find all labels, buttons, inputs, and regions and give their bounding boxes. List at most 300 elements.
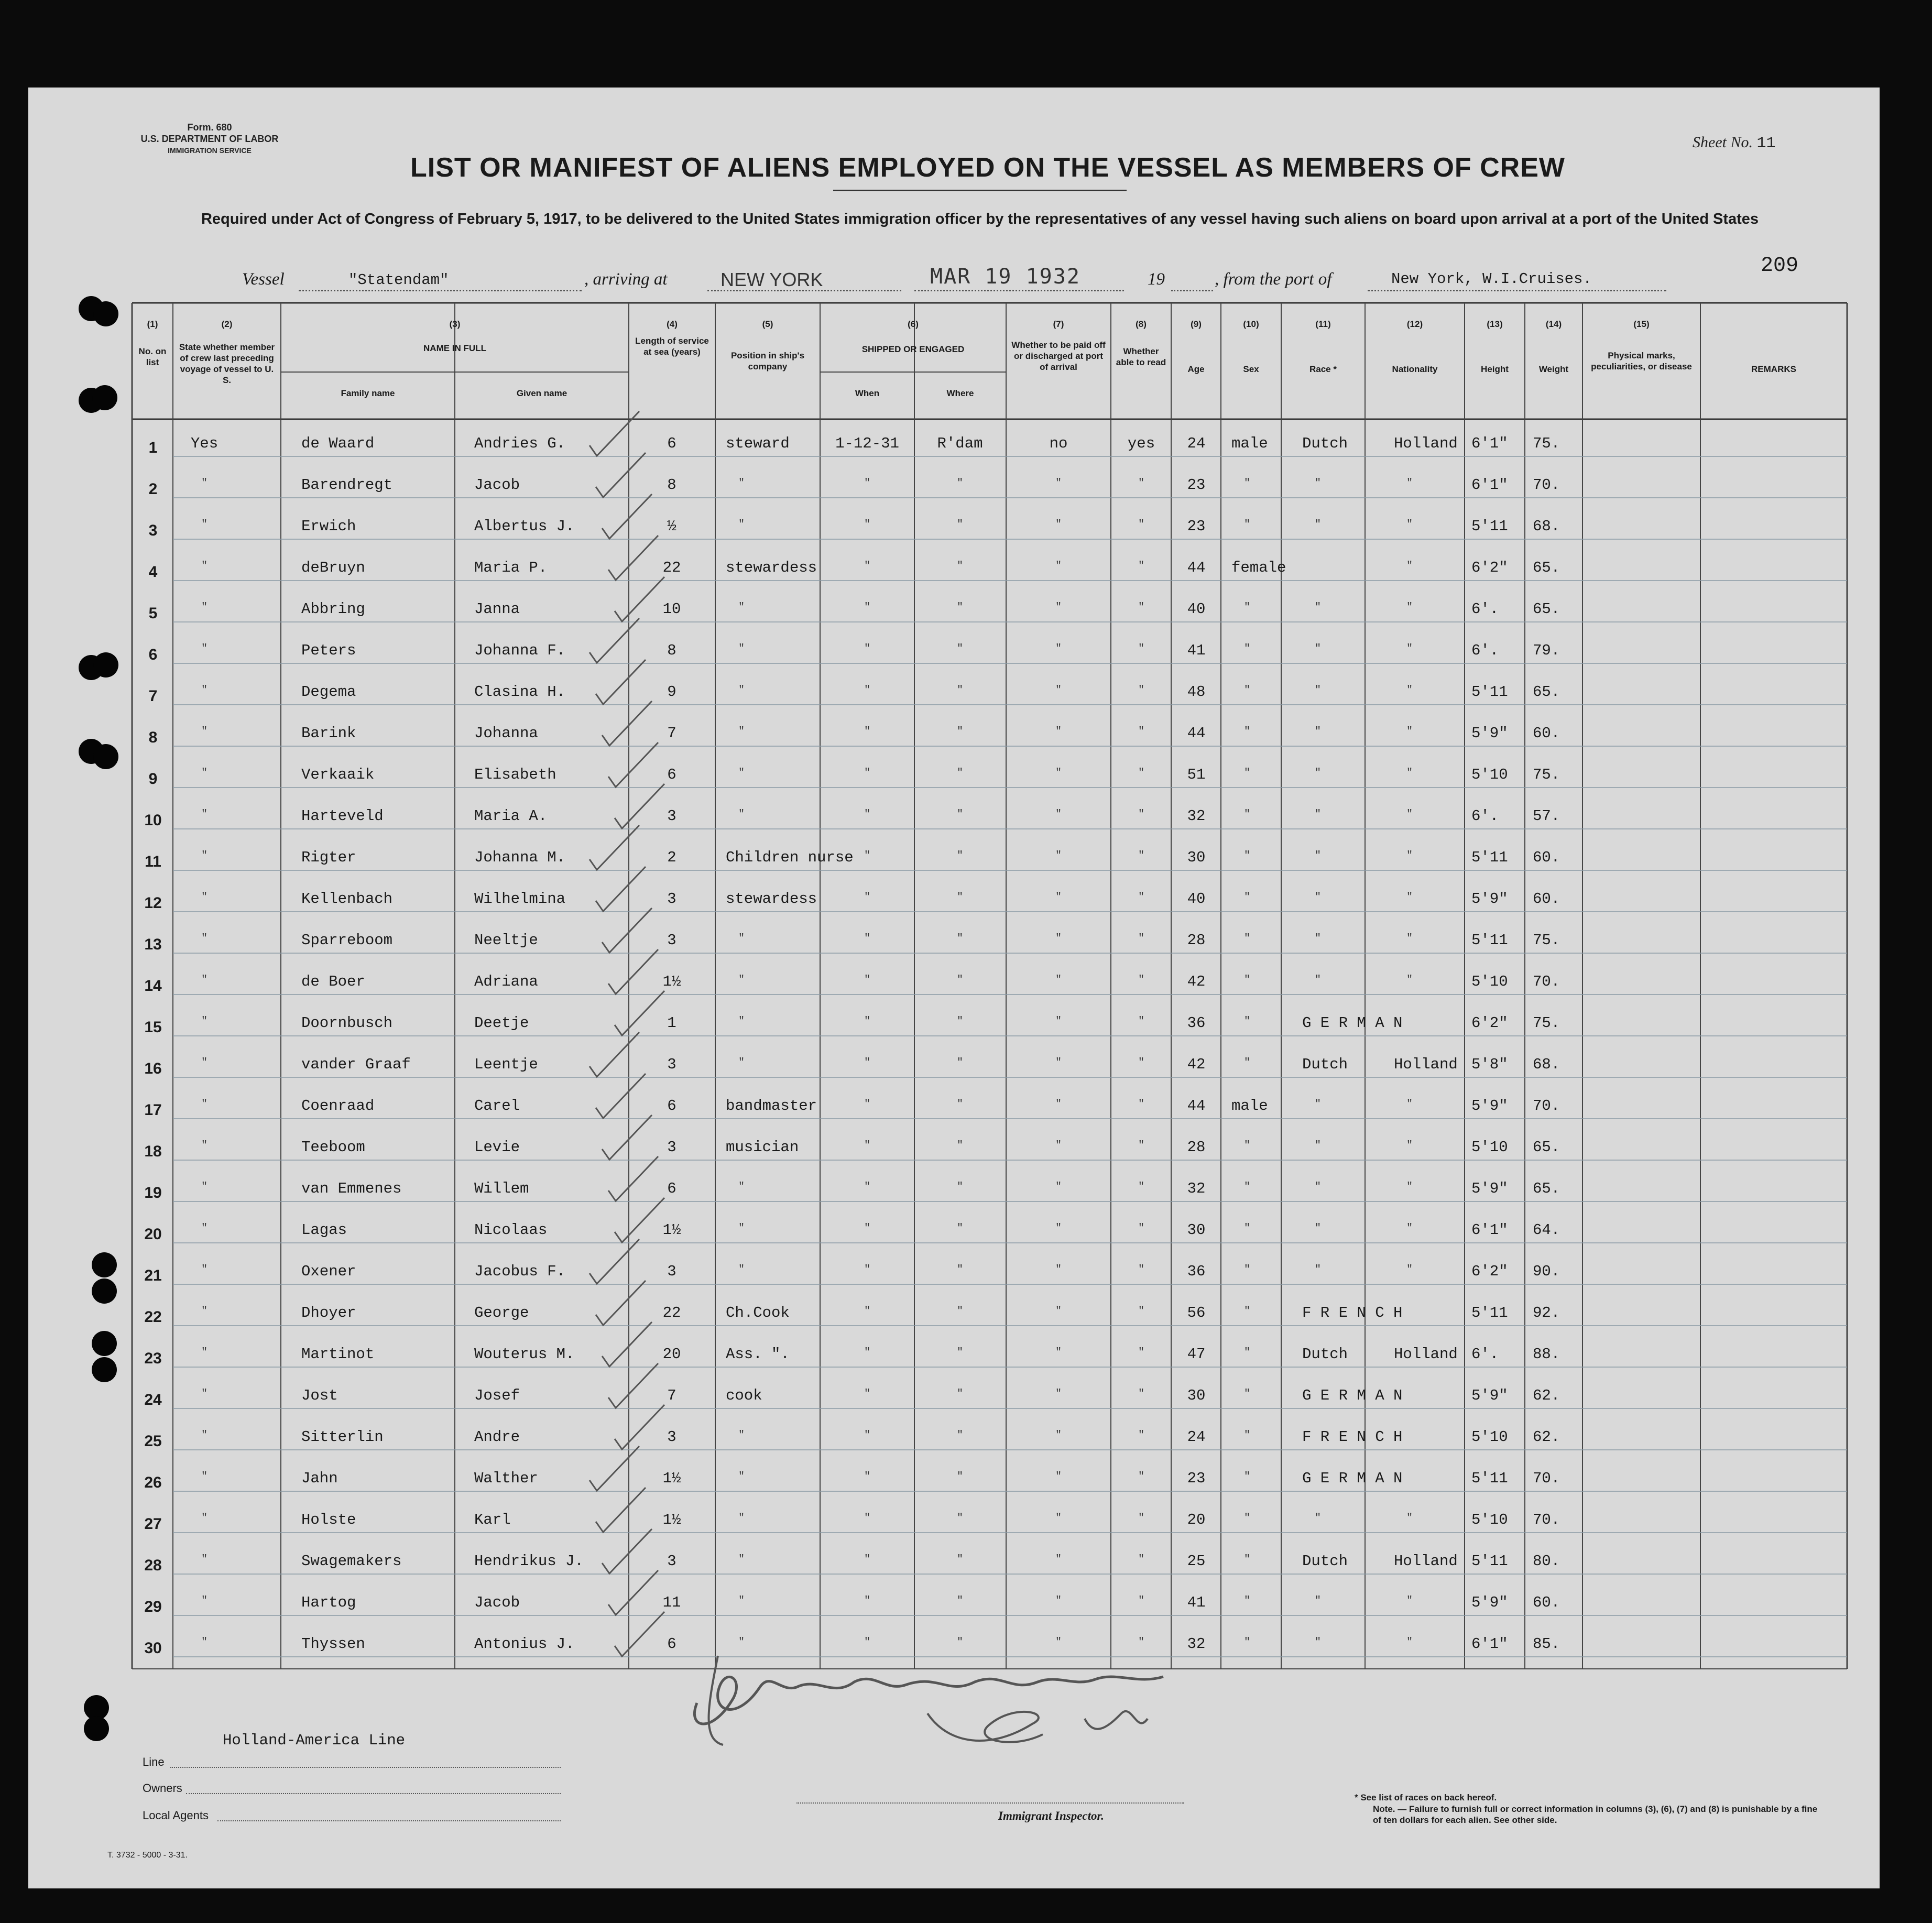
ditto-mark: " <box>201 1554 208 1566</box>
ditto-mark: " <box>1055 850 1062 862</box>
arrival-port: NEW YORK <box>721 269 823 290</box>
cell-age: 42 <box>1187 1056 1206 1073</box>
vessel-name: "Statendam" <box>348 271 449 289</box>
ditto-mark: " <box>1055 1429 1062 1441</box>
col2-number: (2) <box>221 319 233 329</box>
cell-service: 3 <box>667 807 676 825</box>
ditto-mark: " <box>1138 684 1144 696</box>
cell-given: Adriana <box>474 973 538 990</box>
ditto-mark: " <box>1243 850 1250 862</box>
ditto-mark: " <box>1055 726 1062 738</box>
cell-given: Wouterus M. <box>474 1346 575 1363</box>
cell-sex: male <box>1231 1097 1268 1115</box>
cell-age: 20 <box>1187 1511 1206 1528</box>
local-agents-label: Local Agents <box>143 1809 209 1822</box>
cell-height: 6'. <box>1471 642 1499 659</box>
ditto-mark: " <box>1406 1512 1413 1524</box>
ditto-mark: " <box>864 1140 870 1152</box>
ditto-mark: " <box>1314 1636 1321 1648</box>
ditto-mark: " <box>201 891 208 903</box>
cell-given: Andries G. <box>474 435 566 452</box>
cell-nat: Holland <box>1394 1553 1458 1570</box>
ditto-mark: " <box>956 1098 963 1110</box>
ditto-mark: " <box>738 684 745 696</box>
cell-age: 32 <box>1187 1180 1206 1197</box>
ditto-mark: " <box>1055 1057 1062 1069</box>
ditto-mark: " <box>201 808 208 821</box>
cell-age: 47 <box>1187 1346 1206 1363</box>
cell-age: 56 <box>1187 1304 1206 1321</box>
cell-age: 48 <box>1187 683 1206 701</box>
ditto-mark: " <box>1138 1636 1144 1648</box>
agents-dotline <box>217 1820 561 1821</box>
cell-family: Degema <box>301 683 356 701</box>
cell-given: Neeltje <box>474 932 538 949</box>
cell-age: 41 <box>1187 642 1206 659</box>
ditto-mark: " <box>738 477 745 489</box>
col4-number: (4) <box>667 319 678 329</box>
col3-header: NAME IN FULL <box>423 343 486 353</box>
cell-given: Nicolaas <box>474 1221 548 1239</box>
service-name: IMMIGRATION SERVICE <box>168 146 252 155</box>
cell-position: steward <box>726 435 790 452</box>
ditto-mark: " <box>956 1471 963 1483</box>
cell-height: 6'. <box>1471 1346 1499 1363</box>
col8-number: (8) <box>1136 319 1147 329</box>
cell-weight: 75. <box>1533 766 1560 783</box>
ditto-mark: " <box>1406 519 1413 531</box>
ditto-mark: " <box>738 1471 745 1483</box>
cell-given: George <box>474 1304 529 1321</box>
cell-nat: Holland <box>1394 435 1458 452</box>
cell-age: 44 <box>1187 725 1206 742</box>
row-number: 19 <box>144 1184 162 1201</box>
cell-family: de Waard <box>301 435 375 452</box>
cell-race: F R E N C H <box>1302 1304 1403 1321</box>
cell-age: 41 <box>1187 1594 1206 1611</box>
cell-service: 3 <box>667 1428 676 1446</box>
cell-service: 22 <box>662 1304 681 1321</box>
row-number: 17 <box>144 1101 162 1119</box>
cell-height: 5'10 <box>1471 1139 1508 1156</box>
ditto-mark: " <box>1406 1636 1413 1648</box>
ditto-mark: " <box>864 643 870 655</box>
cell-read: yes <box>1127 435 1155 452</box>
cell-age: 30 <box>1187 849 1206 866</box>
cell-race: F R E N C H <box>1302 1428 1403 1446</box>
ditto-mark: " <box>738 1015 745 1028</box>
cell-weight: 65. <box>1533 600 1560 618</box>
ditto-mark: " <box>1055 891 1062 903</box>
ditto-mark: " <box>956 726 963 738</box>
ditto-mark: " <box>1243 1181 1250 1193</box>
cell-weight: 70. <box>1533 973 1560 990</box>
ditto-mark: " <box>956 602 963 614</box>
ditto-mark: " <box>1406 477 1413 489</box>
ditto-mark: " <box>864 1554 870 1566</box>
cell-weight: 88. <box>1533 1346 1560 1363</box>
ditto-mark: " <box>1406 1098 1413 1110</box>
col10-number: (10) <box>1243 319 1259 329</box>
ditto-mark: " <box>864 1015 870 1028</box>
ditto-mark: " <box>1138 1222 1144 1234</box>
cell-height: 5'9" <box>1471 725 1508 742</box>
ditto-mark: " <box>1055 1347 1062 1359</box>
ditto-mark: " <box>1138 1388 1144 1400</box>
cell-family: Teeboom <box>301 1139 365 1156</box>
ditto-mark: " <box>201 1264 208 1276</box>
cell-family: Barendregt <box>301 476 393 494</box>
cell-age: 30 <box>1187 1221 1206 1239</box>
cell-age: 51 <box>1187 766 1206 783</box>
cell-family: Martinot <box>301 1346 375 1363</box>
form-number: Form. 680 <box>187 122 232 133</box>
row-number: 5 <box>148 605 158 622</box>
ditto-mark: " <box>1138 1512 1144 1524</box>
col4-header: Length of service at sea (years) <box>635 336 709 357</box>
cell-age: 32 <box>1187 807 1206 825</box>
ditto-mark: " <box>864 560 870 572</box>
cell-family: Thyssen <box>301 1635 365 1653</box>
cell-given: Hendrikus J. <box>474 1553 584 1570</box>
ditto-mark: " <box>1055 560 1062 572</box>
row-number: 26 <box>144 1474 162 1491</box>
ditto-mark: " <box>1055 767 1062 779</box>
cell-given: Maria A. <box>474 807 548 825</box>
ditto-mark: " <box>738 1554 745 1566</box>
ditto-mark: " <box>738 1264 745 1276</box>
cell-height: 5'11 <box>1471 849 1508 866</box>
cell-where: R'dam <box>937 435 983 452</box>
cell-family: Dhoyer <box>301 1304 356 1321</box>
ditto-mark: " <box>201 1347 208 1359</box>
ditto-mark: " <box>1138 1347 1144 1359</box>
ditto-mark: " <box>864 1595 870 1607</box>
ditto-mark: " <box>1314 1512 1321 1524</box>
ditto-mark: " <box>1138 1140 1144 1152</box>
ditto-mark: " <box>1243 1347 1250 1359</box>
cell-position: Ass. ". <box>726 1346 790 1363</box>
cell-family: Kellenbach <box>301 890 393 908</box>
ditto-mark: " <box>1406 891 1413 903</box>
ditto-mark: " <box>1055 1222 1062 1234</box>
col3-given-header: Given name <box>516 388 567 398</box>
cell-family: Verkaaik <box>301 766 375 783</box>
ditto-mark: " <box>201 684 208 696</box>
cell-race: Dutch <box>1302 1346 1348 1363</box>
ditto-mark: " <box>738 726 745 738</box>
cell-family: Doornbusch <box>301 1014 393 1032</box>
cell-given: Willem <box>474 1180 529 1197</box>
ditto-mark: " <box>201 602 208 614</box>
cell-age: 36 <box>1187 1263 1206 1280</box>
footnote-races: * See list of races on back hereof. <box>1355 1793 1497 1802</box>
owners-label: Owners <box>143 1782 182 1795</box>
col15-header: Physical marks, peculiarities, or disease <box>1591 351 1692 372</box>
ditto-mark: " <box>1314 1222 1321 1234</box>
cell-weight: 65. <box>1533 1180 1560 1197</box>
ditto-mark: " <box>956 1222 963 1234</box>
ditto-mark: " <box>1055 1181 1062 1193</box>
ditto-mark: " <box>1406 1264 1413 1276</box>
ditto-mark: " <box>956 1512 963 1524</box>
remarks-header: REMARKS <box>1751 364 1796 374</box>
ditto-mark: " <box>201 519 208 531</box>
cell-given: Leentje <box>474 1056 538 1073</box>
cell-weight: 90. <box>1533 1263 1560 1280</box>
row-number: 29 <box>144 1598 162 1615</box>
cell-given: Albertus J. <box>474 518 575 535</box>
ditto-mark: " <box>738 1222 745 1234</box>
ditto-mark: " <box>1055 1140 1062 1152</box>
ditto-mark: " <box>864 1347 870 1359</box>
inspector-label: Immigrant Inspector. <box>998 1809 1104 1822</box>
cell-given: Walther <box>474 1470 538 1487</box>
row-number: 16 <box>144 1060 162 1077</box>
cell-sex: female <box>1231 559 1286 576</box>
col6-number: (6) <box>908 319 919 329</box>
cell-race: G E R M A N <box>1302 1470 1403 1487</box>
sheet-value: 11 <box>1756 135 1776 152</box>
cell-weight: 65. <box>1533 1139 1560 1156</box>
ditto-mark: " <box>956 1057 963 1069</box>
ditto-mark: " <box>738 933 745 945</box>
cell-prev: Yes <box>190 435 219 452</box>
col1-number: (1) <box>147 319 158 329</box>
ditto-mark: " <box>738 767 745 779</box>
cell-weight: 70. <box>1533 1097 1560 1115</box>
cell-service: 11 <box>662 1594 681 1611</box>
ditto-mark: " <box>1314 974 1321 986</box>
row-number: 28 <box>144 1557 162 1574</box>
ditto-mark: " <box>1243 602 1250 614</box>
ditto-mark: " <box>1138 767 1144 779</box>
ditto-mark: " <box>1138 891 1144 903</box>
ditto-mark: " <box>201 1595 208 1607</box>
col9-header: Age <box>1187 364 1205 374</box>
ditto-mark: " <box>1138 1471 1144 1483</box>
arrival-date-stamp: MAR 19 1932 <box>930 265 1080 289</box>
inspector-signature <box>676 1635 1226 1755</box>
ditto-mark: " <box>956 1347 963 1359</box>
cell-height: 5'9" <box>1471 1594 1508 1611</box>
page-subtitle: Required under Act of Congress of February 5, 1917, to be delivered to the United States immigration officer by the representatives of any vessel having such aliens on board upon arrival at a port of the United States <box>201 211 1759 227</box>
cell-height: 5'10 <box>1471 1511 1508 1528</box>
ditto-mark: " <box>1314 933 1321 945</box>
ditto-mark: " <box>201 643 208 655</box>
cell-given: Johanna <box>474 725 538 742</box>
ditto-mark: " <box>864 1305 870 1317</box>
cell-service: 6 <box>667 1180 676 1197</box>
ditto-mark: " <box>864 850 870 862</box>
ditto-mark: " <box>1314 1140 1321 1152</box>
year-label: 19 <box>1148 270 1165 289</box>
cell-height: 6'1" <box>1471 435 1508 452</box>
cell-weight: 70. <box>1533 476 1560 494</box>
ditto-mark: " <box>1138 808 1144 821</box>
ditto-mark: " <box>1243 933 1250 945</box>
ditto-mark: " <box>1406 1140 1413 1152</box>
cell-weight: 75. <box>1533 435 1560 452</box>
ditto-mark: " <box>1406 643 1413 655</box>
ditto-mark: " <box>201 1636 208 1648</box>
ditto-mark: " <box>1243 891 1250 903</box>
ditto-mark: " <box>1138 850 1144 862</box>
cell-race: G E R M A N <box>1302 1014 1403 1032</box>
cell-service: 1 <box>667 1014 676 1032</box>
cell-given: Levie <box>474 1139 520 1156</box>
ditto-mark: " <box>1314 1264 1321 1276</box>
cell-weight: 65. <box>1533 559 1560 576</box>
ditto-mark: " <box>956 1554 963 1566</box>
col6-header: SHIPPED OR ENGAGED <box>861 344 965 354</box>
cell-race: G E R M A N <box>1302 1387 1403 1404</box>
cell-height: 5'9" <box>1471 890 1508 908</box>
col15-number: (15) <box>1633 319 1650 329</box>
ditto-mark: " <box>1138 519 1144 531</box>
cell-given: Clasina H. <box>474 683 566 701</box>
ditto-mark: " <box>201 1098 208 1110</box>
ditto-mark: " <box>1243 1554 1250 1566</box>
cell-height: 5'11 <box>1471 1304 1508 1321</box>
cell-height: 6'. <box>1471 807 1499 825</box>
row-number: 24 <box>144 1391 162 1408</box>
cell-family: Jost <box>301 1387 338 1404</box>
ditto-mark: " <box>1138 974 1144 986</box>
ditto-mark: " <box>864 1098 870 1110</box>
cell-family: Sitterlin <box>301 1428 384 1446</box>
ditto-mark: " <box>1243 1388 1250 1400</box>
cell-age: 36 <box>1187 1014 1206 1032</box>
cell-height: 6'2" <box>1471 559 1508 576</box>
row-number: 1 <box>148 439 158 456</box>
cell-family: vander Graaf <box>301 1056 411 1073</box>
ditto-mark: " <box>1406 602 1413 614</box>
cell-age: 24 <box>1187 1428 1206 1446</box>
line-dotline <box>170 1767 561 1768</box>
cell-family: Rigter <box>301 849 356 866</box>
ditto-mark: " <box>201 1512 208 1524</box>
row-number: 4 <box>148 563 158 581</box>
ditto-mark: " <box>738 1636 745 1648</box>
ditto-mark: " <box>738 1595 745 1607</box>
ditto-mark: " <box>1243 1305 1250 1317</box>
cell-service: 1½ <box>662 1511 681 1528</box>
ditto-mark: " <box>1055 1264 1062 1276</box>
ditto-mark: " <box>1138 477 1144 489</box>
cell-service: 3 <box>667 1263 676 1280</box>
ditto-mark: " <box>1314 477 1321 489</box>
cell-family: Oxener <box>301 1263 356 1280</box>
row-number: 23 <box>144 1350 162 1367</box>
cell-weight: 80. <box>1533 1553 1560 1570</box>
cell-weight: 79. <box>1533 642 1560 659</box>
cell-age: 42 <box>1187 973 1206 990</box>
cell-sex: male <box>1231 435 1268 452</box>
cell-given: Jacob <box>474 476 520 494</box>
ditto-mark: " <box>1243 1429 1250 1441</box>
cell-height: 5'11 <box>1471 1553 1508 1570</box>
cell-service: 3 <box>667 1139 676 1156</box>
cell-weight: 60. <box>1533 890 1560 908</box>
ditto-mark: " <box>1055 933 1062 945</box>
page-number: 209 <box>1761 254 1799 278</box>
col14-number: (14) <box>1545 319 1562 329</box>
ditto-mark: " <box>201 726 208 738</box>
cell-age: 23 <box>1187 476 1206 494</box>
ditto-mark: " <box>956 808 963 821</box>
cell-given: Jacobus F. <box>474 1263 566 1280</box>
cell-family: Holste <box>301 1511 356 1528</box>
form-code: T. 3732 - 5000 - 3-31. <box>107 1851 188 1860</box>
cell-service: 3 <box>667 890 676 908</box>
cell-height: 5'11 <box>1471 1470 1508 1487</box>
ditto-mark: " <box>1055 684 1062 696</box>
cell-weight: 85. <box>1533 1635 1560 1653</box>
row-number: 9 <box>148 770 158 788</box>
ditto-mark: " <box>1138 1057 1144 1069</box>
ditto-mark: " <box>1406 1595 1413 1607</box>
row-number: 20 <box>144 1226 162 1243</box>
row-number: 14 <box>144 977 162 995</box>
ditto-mark: " <box>956 684 963 696</box>
ditto-mark: " <box>1314 767 1321 779</box>
cell-family: deBruyn <box>301 559 365 576</box>
row-number: 22 <box>144 1308 162 1326</box>
ditto-mark: " <box>1243 684 1250 696</box>
cell-weight: 70. <box>1533 1470 1560 1487</box>
ditto-mark: " <box>1406 684 1413 696</box>
ditto-mark: " <box>864 1636 870 1648</box>
cell-service: 1½ <box>662 973 681 990</box>
cell-weight: 64. <box>1533 1221 1560 1239</box>
cell-service: 20 <box>662 1346 681 1363</box>
cell-nat: Holland <box>1394 1056 1458 1073</box>
ditto-mark: " <box>1314 1098 1321 1110</box>
ditto-mark: " <box>864 1264 870 1276</box>
from-label: , from the port of <box>1215 270 1332 289</box>
ditto-mark: " <box>956 891 963 903</box>
ditto-mark: " <box>1314 726 1321 738</box>
cell-height: 5'10 <box>1471 1428 1508 1446</box>
cell-family: Lagas <box>301 1221 347 1239</box>
col12-number: (12) <box>1406 319 1423 329</box>
cell-height: 6'2" <box>1471 1263 1508 1280</box>
ditto-mark: " <box>864 477 870 489</box>
cell-family: Swagemakers <box>301 1553 402 1570</box>
col6-when-header: When <box>855 388 880 398</box>
cell-given: Maria P. <box>474 559 548 576</box>
cell-nat: Holland <box>1394 1346 1458 1363</box>
cell-weight: 68. <box>1533 518 1560 535</box>
cell-family: Abbring <box>301 600 365 618</box>
ditto-mark: " <box>1138 1554 1144 1566</box>
cell-paid: no <box>1049 435 1068 452</box>
ditto-mark: " <box>864 1057 870 1069</box>
cell-age: 23 <box>1187 1470 1206 1487</box>
ditto-mark: " <box>738 1429 745 1441</box>
col2-header: State whether member of crew last preceding voyage of vessel to U. S. <box>179 342 275 385</box>
cell-given: Johanna F. <box>474 642 566 659</box>
cell-height: 5'9" <box>1471 1387 1508 1404</box>
ditto-mark: " <box>1314 684 1321 696</box>
ditto-mark: " <box>864 726 870 738</box>
ditto-mark: " <box>864 519 870 531</box>
row-number: 3 <box>148 522 158 539</box>
col8-header: Whether able to read <box>1116 346 1166 367</box>
ditto-mark: " <box>1055 1512 1062 1524</box>
ditto-mark: " <box>956 1429 963 1441</box>
